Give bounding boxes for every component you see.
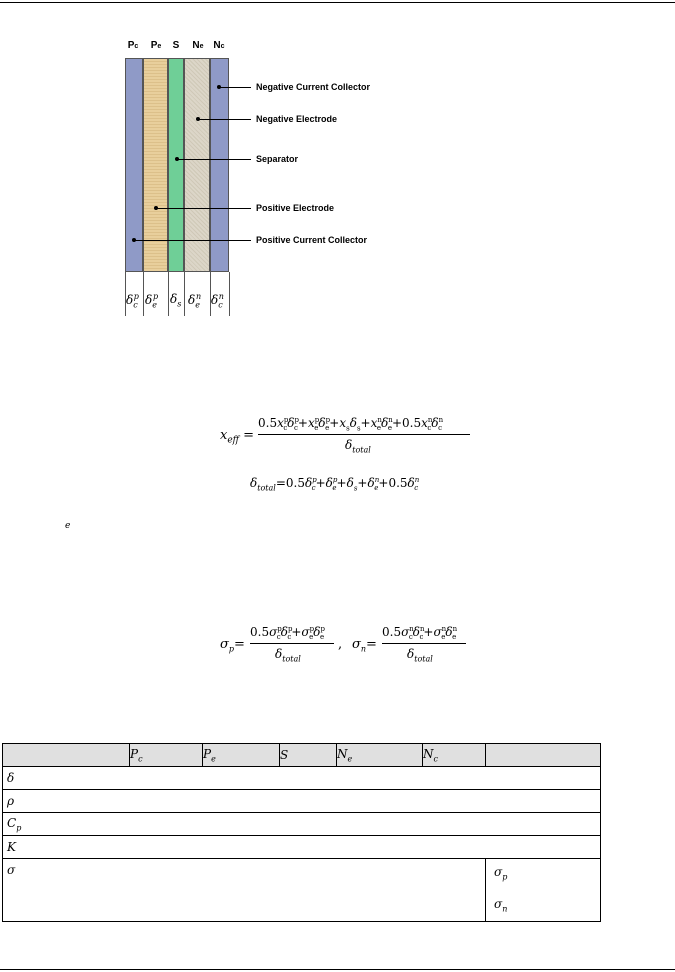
properties-table bbox=[2, 743, 601, 922]
sigma-n: $\sigma_n$ bbox=[494, 897, 508, 914]
bottom-rule bbox=[0, 969, 675, 970]
column-header bbox=[486, 744, 601, 767]
label-positive-current-collector: Positive Current Collector bbox=[256, 235, 368, 245]
column-header-s: S bbox=[280, 744, 337, 767]
label-negative-current-collector: Negative Current Collector bbox=[256, 82, 371, 92]
leader-line bbox=[156, 208, 251, 209]
stray-e: e bbox=[65, 521, 71, 531]
table-row bbox=[3, 813, 601, 836]
thickness-ne: $\delta_e^n$ bbox=[188, 292, 202, 310]
equation-delta-total: $\delta_{total}=0.5\delta^p_c+\delta^p_e+\delta_s+\delta^n_e+0.5\delta^n_c$ bbox=[250, 476, 420, 493]
column-header-pe: $P_e$ bbox=[203, 744, 280, 767]
leader-line bbox=[177, 159, 251, 160]
leader-line bbox=[198, 119, 251, 120]
fraction-bar bbox=[250, 643, 334, 644]
table-header-row bbox=[3, 744, 601, 767]
column-header-ne: $N_e$ bbox=[337, 744, 423, 767]
thickness-nc: $\delta_c^n$ bbox=[211, 292, 224, 310]
leader-line bbox=[134, 240, 251, 241]
label-positive-electrode: Positive Electrode bbox=[256, 203, 335, 213]
row-label-rho: ρ bbox=[3, 790, 601, 813]
row-label-sigma: σ bbox=[3, 859, 486, 922]
header-nc: Nc bbox=[213, 40, 225, 51]
divider bbox=[229, 272, 230, 316]
equation-x-eff: $x_{eff}$ = $0.5x^p_c\delta^p_c+x^p_e\delta^p_e+x_s\delta_s+x^n_e\delta^n_e+0.5x^n_c\delta^n_c$ $\delta_{total}$ bbox=[220, 416, 480, 460]
header-s: S bbox=[172, 40, 180, 51]
divider bbox=[168, 272, 169, 316]
table-row bbox=[3, 767, 601, 790]
leader-line bbox=[219, 87, 251, 88]
column-header bbox=[3, 744, 130, 767]
column-header-nc: $N_c$ bbox=[423, 744, 486, 767]
thickness-s: $\delta_s$ bbox=[170, 292, 182, 309]
top-rule bbox=[0, 2, 675, 3]
column-header-pc: $P_c$ bbox=[130, 744, 203, 767]
sigma-values-cell bbox=[486, 859, 601, 922]
header-pc: Pc bbox=[127, 40, 139, 51]
row-label-delta: δ bbox=[3, 767, 601, 790]
equation-sigma: $\sigma_p=$ $0.5\sigma^p_c\delta^p_c+\sigma^p_e\delta^p_e$ $\delta_{total}$ , $\sigma_n=$ $0.5\sigma^n_c\delta^n_c+\sigma^n_e\delta^n_e$ $\delta_{total}$ bbox=[220, 625, 480, 669]
fraction-bar bbox=[258, 434, 470, 435]
table-row bbox=[3, 836, 601, 859]
row-label-cp: $C_p$ bbox=[3, 813, 601, 836]
row-label-k: K bbox=[3, 836, 601, 859]
label-negative-electrode: Negative Electrode bbox=[256, 114, 338, 124]
table-row bbox=[3, 859, 601, 922]
fraction-bar bbox=[382, 643, 466, 644]
sigma-p: $\sigma_p$ bbox=[494, 865, 508, 882]
divider bbox=[143, 272, 144, 316]
table-row bbox=[3, 790, 601, 813]
header-ne: Ne bbox=[192, 40, 204, 51]
thickness-pc: $\delta_c^p$ bbox=[126, 292, 139, 310]
label-separator: Separator bbox=[256, 154, 299, 164]
header-pe: Pe bbox=[150, 40, 162, 51]
thickness-pe: $\delta_e^p$ bbox=[145, 292, 159, 310]
divider bbox=[184, 272, 185, 316]
